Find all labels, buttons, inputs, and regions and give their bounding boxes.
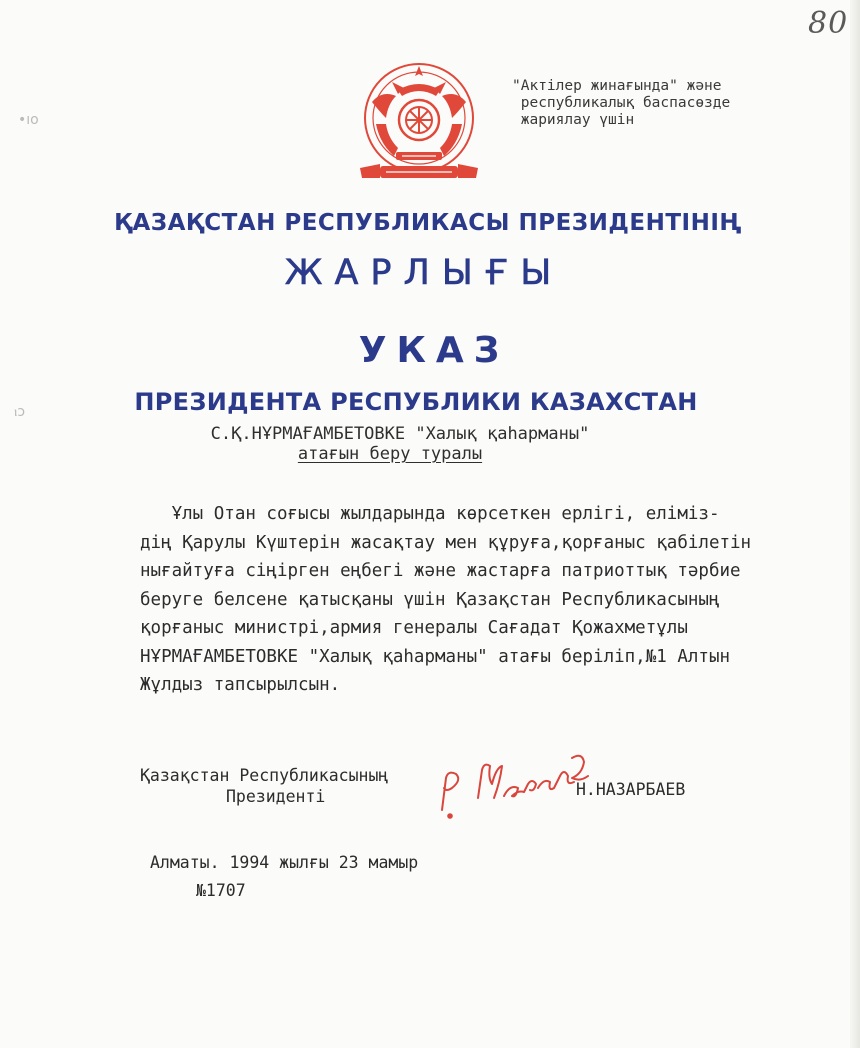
body-line: қорғаныс министрі,армия генералы Сағадат Қожахметұлы [140,618,688,638]
margin-mark: •ıo [18,112,39,128]
decree-subject-line-1: С.Қ.НҰРМАҒАМБЕТОВКЕ "Халық қаһарманы" [210,424,590,444]
page-edge-shadow [850,0,860,1048]
heading-kazakh-line: ҚАЗАҚСТАН РЕСПУБЛИКАСЫ ПРЕЗИДЕНТІНІҢ [114,210,742,236]
archive-number: 80 [808,6,849,41]
body-line: беруге белсене қатысқаны үшін Қазақстан Республикасының [140,589,720,610]
body-line: НҰРМАҒАМБЕТОВКЕ "Халық қаһарманы" атағы беріліп,№1 Алтын [140,646,731,667]
publication-note-line: республикалық баспасөзде [512,95,731,111]
body-line: дің Қарулы Күштерін жасақтау мен құруға,қорғаныс қабілетін [140,532,752,553]
body-line: Ұлы Отан соғысы жылдарында көрсеткен ерлігі, еліміз- [140,504,720,524]
decree-number: №1707 [196,881,246,900]
decree-subject-line-2 [0,443,820,465]
publication-note-line: жариялау үшін [512,112,635,128]
heading-russian-line: ПРЕЗИДЕНТА РЕСПУБЛИКИ КАЗАХСТАН [134,388,698,416]
heading-russian-title: УКАЗ [358,330,510,371]
place-and-date: Алматы. 1994 жылғы 23 мамыр [150,853,419,872]
heading-kazakh-title: ЖАРЛЫҒЫ [284,253,564,293]
body-line: нығайтуға сіңірген еңбегі және жастарға патриоттық тәрбие [140,561,741,581]
signatory-title-line-2: Президенті [226,787,326,806]
decree-body [140,500,760,700]
publication-note-line: "Актілер жинағында" және [512,78,722,94]
state-emblem-icon [352,60,486,184]
margin-mark: ⲓↄ [14,404,26,420]
publication-note [512,78,730,129]
signatory-title-line-1: Қазақстан Республикасының [140,766,389,785]
decree-subject-line-2-text: атағын беру туралы [297,444,483,464]
body-line: Жұлдыз тапсырылсын. [140,675,341,695]
signatory-name: Н.НАЗАРБАЕВ [576,780,686,799]
